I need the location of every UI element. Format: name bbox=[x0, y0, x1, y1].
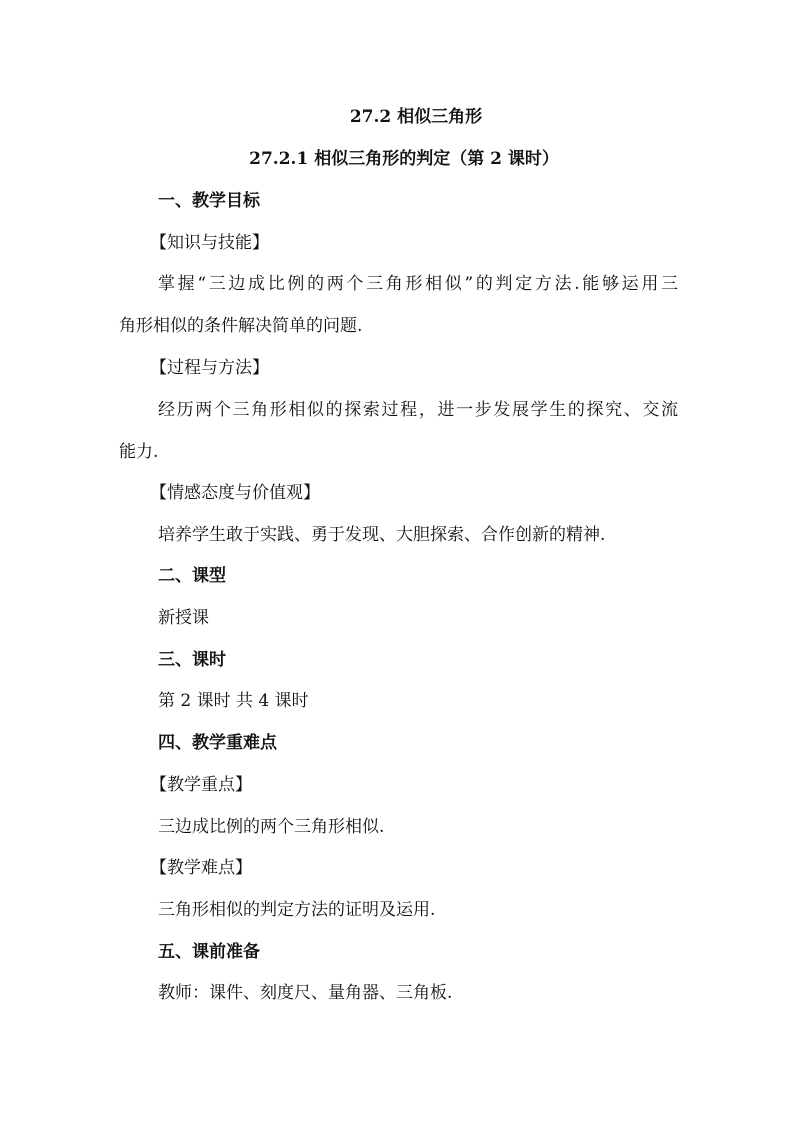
text-lesson-hours: 第 2 课时 共 4 课时 bbox=[158, 691, 309, 711]
text-teaching-difficulty: 三角形相似的判定方法的证明及运用. bbox=[158, 900, 436, 920]
label-teaching-difficulty: 【教学难点】 bbox=[150, 858, 252, 878]
text-preparation: 教师：课件、刻度尺、量角器、三角板. bbox=[158, 983, 453, 1003]
paragraph-process-line1: 经历两个三角形相似的探索过程，进一步发展学生的探究、交流 bbox=[158, 400, 678, 420]
label-process-methods: 【过程与方法】 bbox=[150, 358, 269, 378]
label-teaching-focus: 【教学重点】 bbox=[150, 775, 252, 795]
section-heading-key-points: 四、教学重难点 bbox=[158, 733, 277, 753]
section-heading-lesson-hours: 三、课时 bbox=[158, 650, 226, 670]
section-heading-lesson-type: 二、课型 bbox=[158, 566, 226, 586]
section-heading-preparation: 五、课前准备 bbox=[158, 942, 260, 962]
document-title: 27.2 相似三角形 bbox=[349, 107, 483, 127]
section-heading-goals: 一、教学目标 bbox=[158, 191, 260, 211]
paragraph-emotion: 培养学生敢于实践、勇于发现、大胆探索、合作创新的精神. bbox=[158, 525, 606, 545]
label-emotion-values: 【情感态度与价值观】 bbox=[150, 483, 320, 503]
text-lesson-type: 新授课 bbox=[158, 608, 209, 628]
document-subtitle: 27.2.1 相似三角形的判定（第 2 课时） bbox=[249, 149, 559, 169]
text-teaching-focus: 三边成比例的两个三角形相似. bbox=[158, 817, 385, 837]
label-knowledge-skills: 【知识与技能】 bbox=[150, 233, 269, 253]
paragraph-process-line2: 能力. bbox=[119, 442, 159, 462]
paragraph-knowledge-line1: 掌握“三边成比例的两个三角形相似”的判定方法.能够运用三 bbox=[158, 274, 678, 294]
paragraph-knowledge-line2: 角形相似的条件解决简单的问题. bbox=[119, 316, 363, 336]
